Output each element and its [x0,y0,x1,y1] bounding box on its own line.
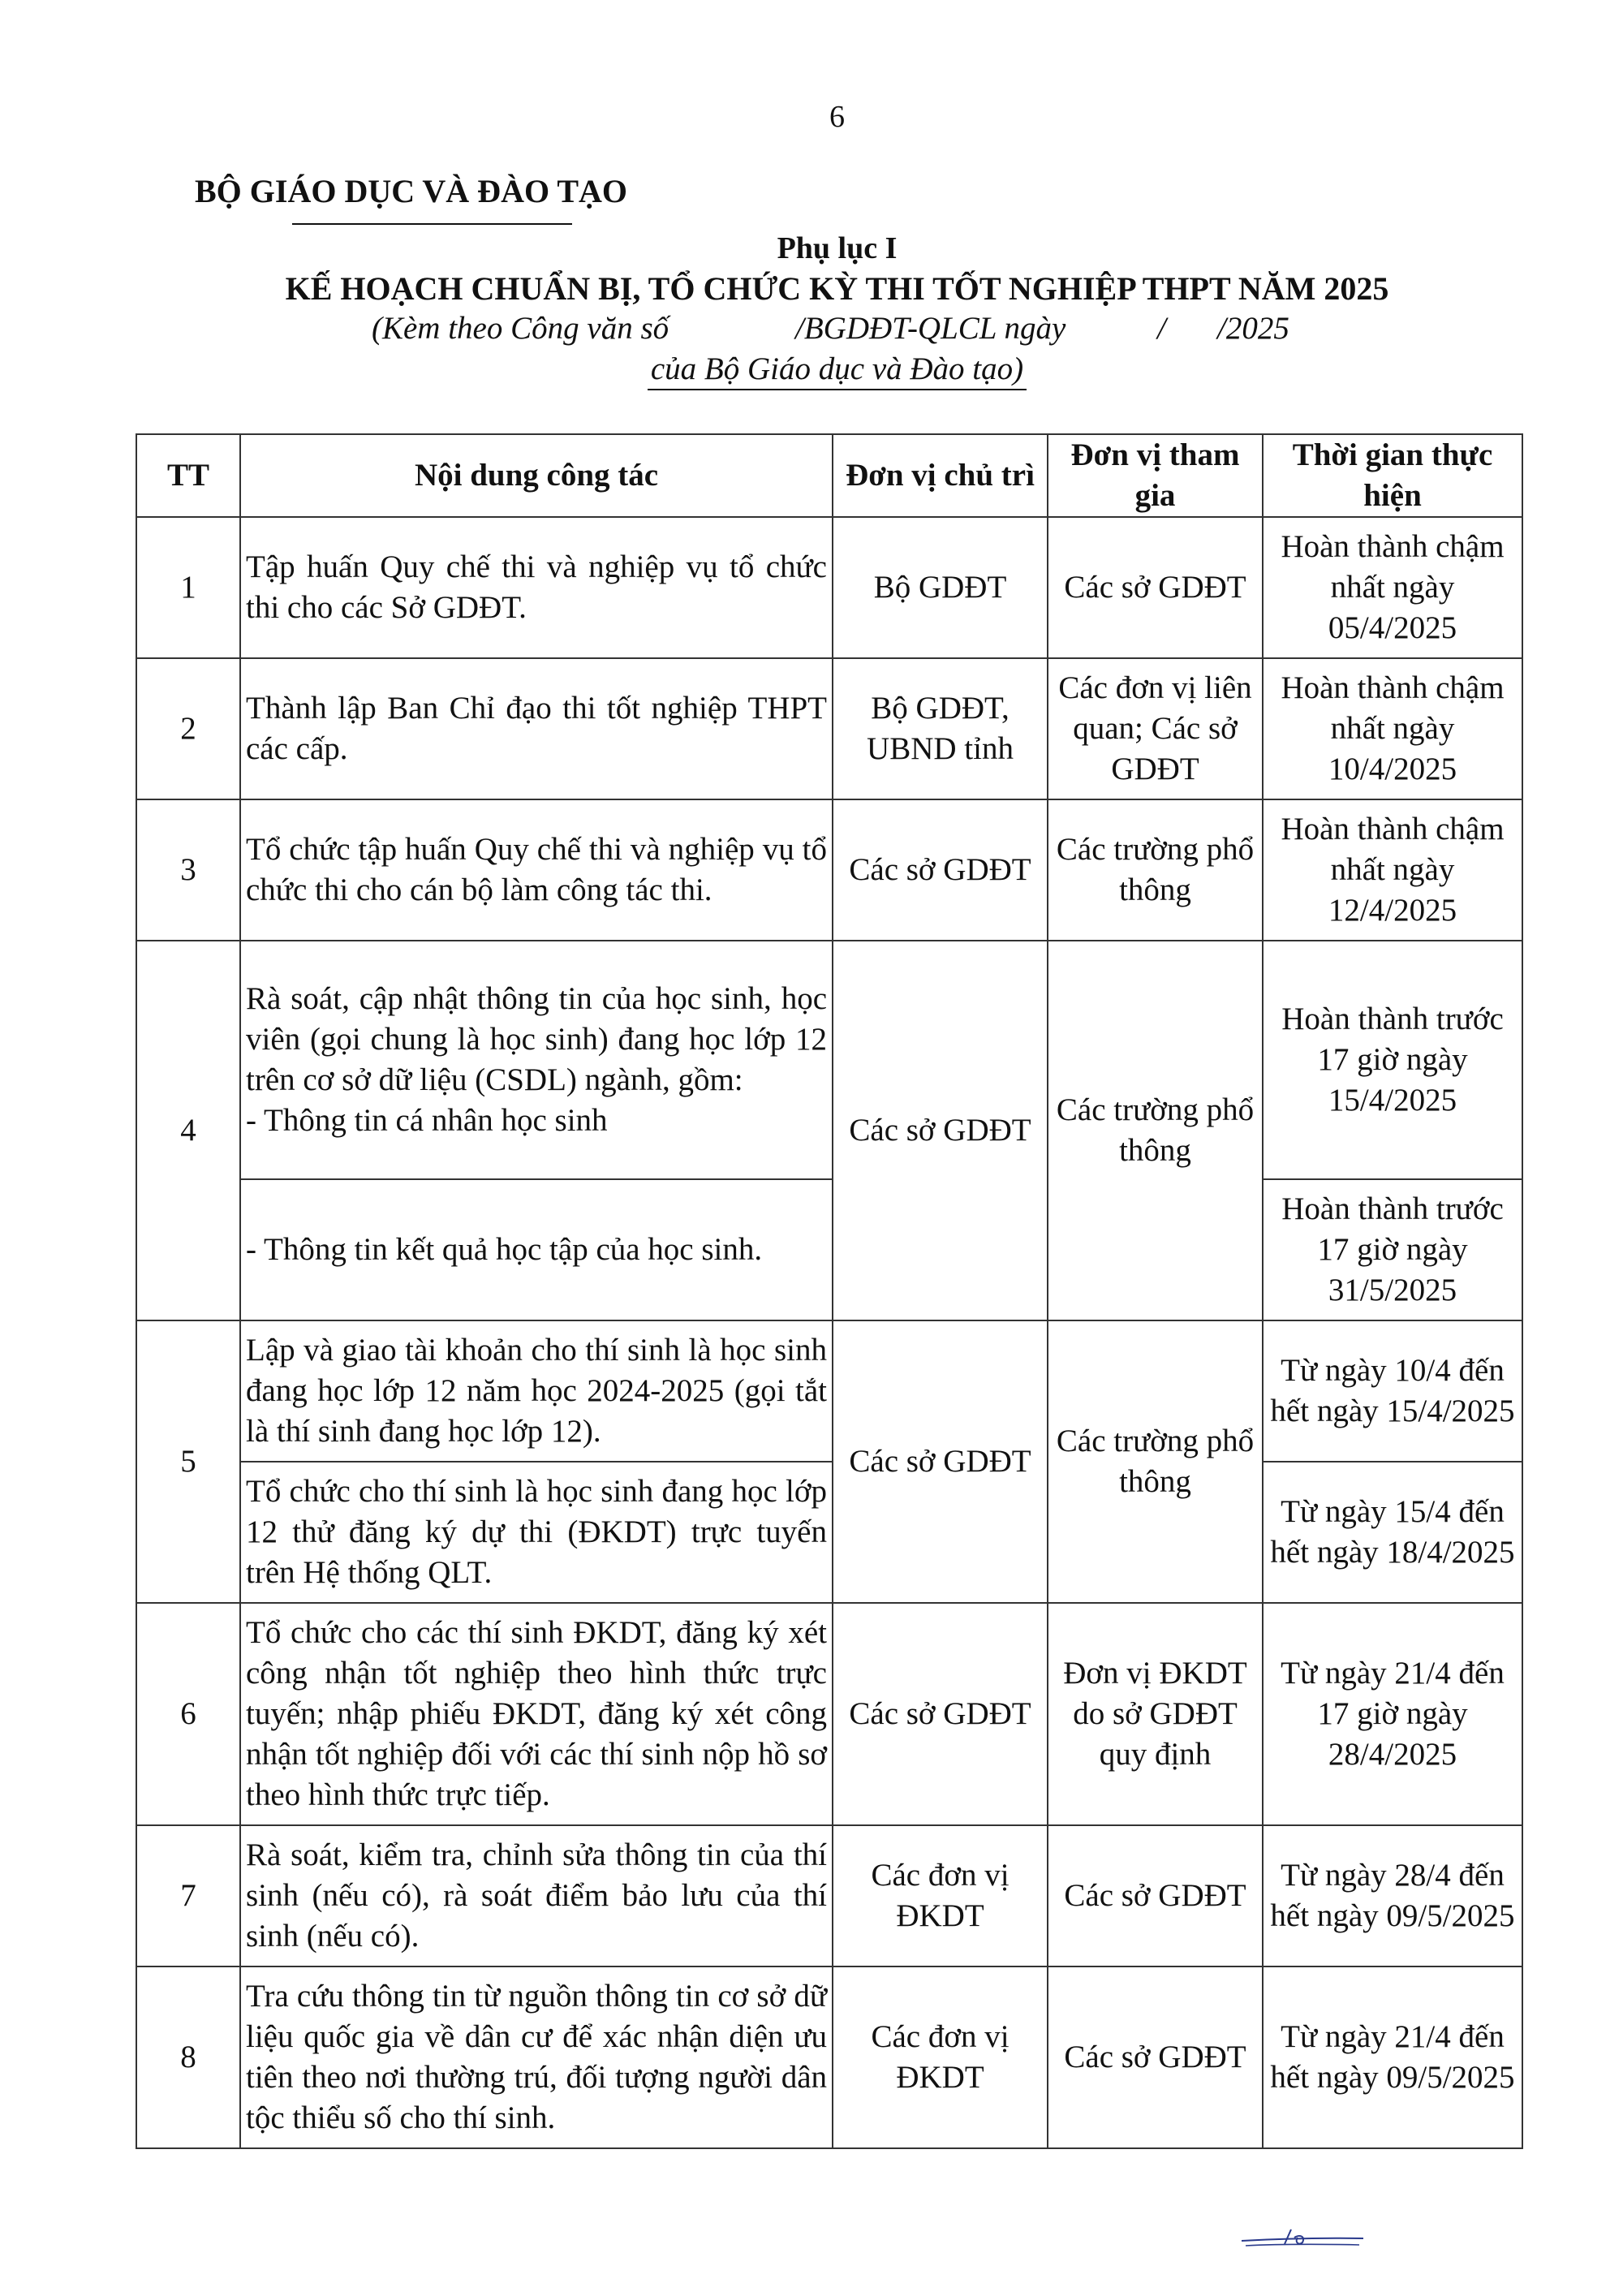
row-content: Tra cứu thông tin từ nguồn thông tin cơ sở dữ liệu quốc gia về dân cư để xác nhận diện ưu tiên theo nơi thường trú, đối tượng người dân tộc thiểu số cho thí sinh. [240,1966,833,2148]
table-row [136,658,1522,799]
reference-year: /2025 [1217,311,1289,346]
row-lead-unit: Các sở GDĐT [833,799,1048,941]
row-content: Lập và giao tài khoản cho thí sinh là học sinh đang học lớp 12 năm học 2024-2025 (gọi tắt là thí sinh đang học lớp 12). [240,1320,833,1462]
row-number: 3 [136,799,240,941]
row-time: Từ ngày 21/4 đến hết ngày 09/5/2025 [1263,1966,1522,2148]
table-row [136,1320,1522,1462]
header-time: Thời gian thực hiện [1263,434,1522,517]
reference-slash: / [1157,311,1166,346]
row-content [240,941,833,1179]
row-participating-unit: Các sở GDĐT [1048,1966,1263,2148]
row-content: Tập huấn Quy chế thi và nghiệp vụ tổ chức thi cho các Sở GDĐT. [240,517,833,658]
table-header-row [136,434,1522,517]
plan-table [136,433,1523,2149]
issuer-text: của Bộ Giáo dục và Đào tạo) [648,351,1027,390]
table-row [136,799,1522,941]
reference-line [372,310,1313,351]
row-time: Hoàn thành chậm nhất ngày 10/4/2025 [1263,658,1522,799]
ministry-underline [292,223,572,225]
document-title: KẾ HOẠCH CHUẨN BỊ, TỔ CHỨC KỲ THI TỐT NGHIỆP THPT NĂM 2025 [285,270,1389,307]
page-number: 6 [829,100,845,134]
header-lead-unit: Đơn vị chủ trì [833,434,1048,517]
header-participating-unit: Đơn vị tham gia [1048,434,1263,517]
row-time: Hoàn thành chậm nhất ngày 12/4/2025 [1263,799,1522,941]
row-content: Thành lập Ban Chỉ đạo thi tốt nghiệp THPT các cấp. [240,658,833,799]
initials-signature [1238,2220,1367,2252]
row-time: Từ ngày 28/4 đến hết ngày 09/5/2025 [1263,1825,1522,1966]
issuer-line [0,351,1623,387]
row-participating-unit: Đơn vị ĐKDT do sở GDĐT quy định [1048,1603,1263,1825]
header-content: Nội dung công tác [240,434,833,517]
ministry-name: BỘ GIÁO DỤC VÀ ĐÀO TẠO [195,173,628,209]
reference-prefix: (Kèm theo Công văn số [372,311,669,346]
row-number: 1 [136,517,240,658]
row-number: 6 [136,1603,240,1825]
row-number: 7 [136,1825,240,1966]
row-participating-unit: Các đơn vị liên quan; Các sở GDĐT [1048,658,1263,799]
row-content: Tổ chức cho thí sinh là học sinh đang học lớp 12 thử đăng ký dự thi (ĐKDT) trực tuyến trên Hệ thống QLT. [240,1462,833,1603]
table-row [136,941,1522,1179]
row-lead-unit: Các sở GDĐT [833,941,1048,1320]
row-content: Rà soát, kiểm tra, chỉnh sửa thông tin của thí sinh (nếu có), rà soát điểm bảo lưu của thí sinh (nếu có). [240,1825,833,1966]
row-lead-unit: Bộ GDĐT, UBND tỉnh [833,658,1048,799]
row-participating-unit: Các sở GDĐT [1048,1825,1263,1966]
row-content: Tổ chức tập huấn Quy chế thi và nghiệp vụ tổ chức thi cho cán bộ làm công tác thi. [240,799,833,941]
table-row [136,1603,1522,1825]
row-time: Hoàn thành chậm nhất ngày 05/4/2025 [1263,517,1522,658]
appendix-label: Phụ lục I [777,231,898,265]
row-lead-unit: Các đơn vị ĐKDT [833,1825,1048,1966]
row-content-intro: Rà soát, cập nhật thông tin của học sinh, học viên (gọi chung là học sinh) đang học lớp 12 trên cơ sở dữ liệu (CSDL) ngành, gồm: [246,981,827,1097]
row-number: 8 [136,1966,240,2148]
row-participating-unit: Các trường phổ thông [1048,799,1263,941]
row-time: Từ ngày 15/4 đến hết ngày 18/4/2025 [1263,1462,1522,1603]
table-row [136,1966,1522,2148]
row-participating-unit: Các sở GDĐT [1048,517,1263,658]
row-number: 5 [136,1320,240,1603]
table-row [136,1179,1522,1320]
row-lead-unit: Bộ GDĐT [833,517,1048,658]
row-participating-unit: Các trường phổ thông [1048,941,1263,1320]
row-lead-unit: Các đơn vị ĐKDT [833,1966,1048,2148]
table-row [136,1825,1522,1966]
row-lead-unit: Các sở GDĐT [833,1320,1048,1603]
row-time: Từ ngày 21/4 đến 17 giờ ngày 28/4/2025 [1263,1603,1522,1825]
row-number: 2 [136,658,240,799]
row-time: Hoàn thành trước 17 giờ ngày 15/4/2025 [1263,941,1522,1179]
row-time: Hoàn thành trước 17 giờ ngày 31/5/2025 [1263,1179,1522,1320]
row-time: Từ ngày 10/4 đến hết ngày 15/4/2025 [1263,1320,1522,1462]
row-content-item: - Thông tin cá nhân học sinh [246,1103,608,1138]
header-tt: TT [136,434,240,517]
reference-code: /BGDĐT-QLCL ngày [795,311,1066,346]
row-lead-unit: Các sở GDĐT [833,1603,1048,1825]
row-number: 4 [136,941,240,1320]
table-row [136,1462,1522,1603]
row-content-item: - Thông tin kết quả học tập của học sinh. [240,1179,833,1320]
row-content: Tổ chức cho các thí sinh ĐKDT, đăng ký xét công nhận tốt nghiệp theo hình thức trực tuyến; nhập phiếu ĐKDT, đăng ký xét công nhận tốt nghiệp đối với các thí sinh nộp hồ sơ theo hình thức trực tiếp. [240,1603,833,1825]
row-participating-unit: Các trường phổ thông [1048,1320,1263,1603]
table-row [136,517,1522,658]
